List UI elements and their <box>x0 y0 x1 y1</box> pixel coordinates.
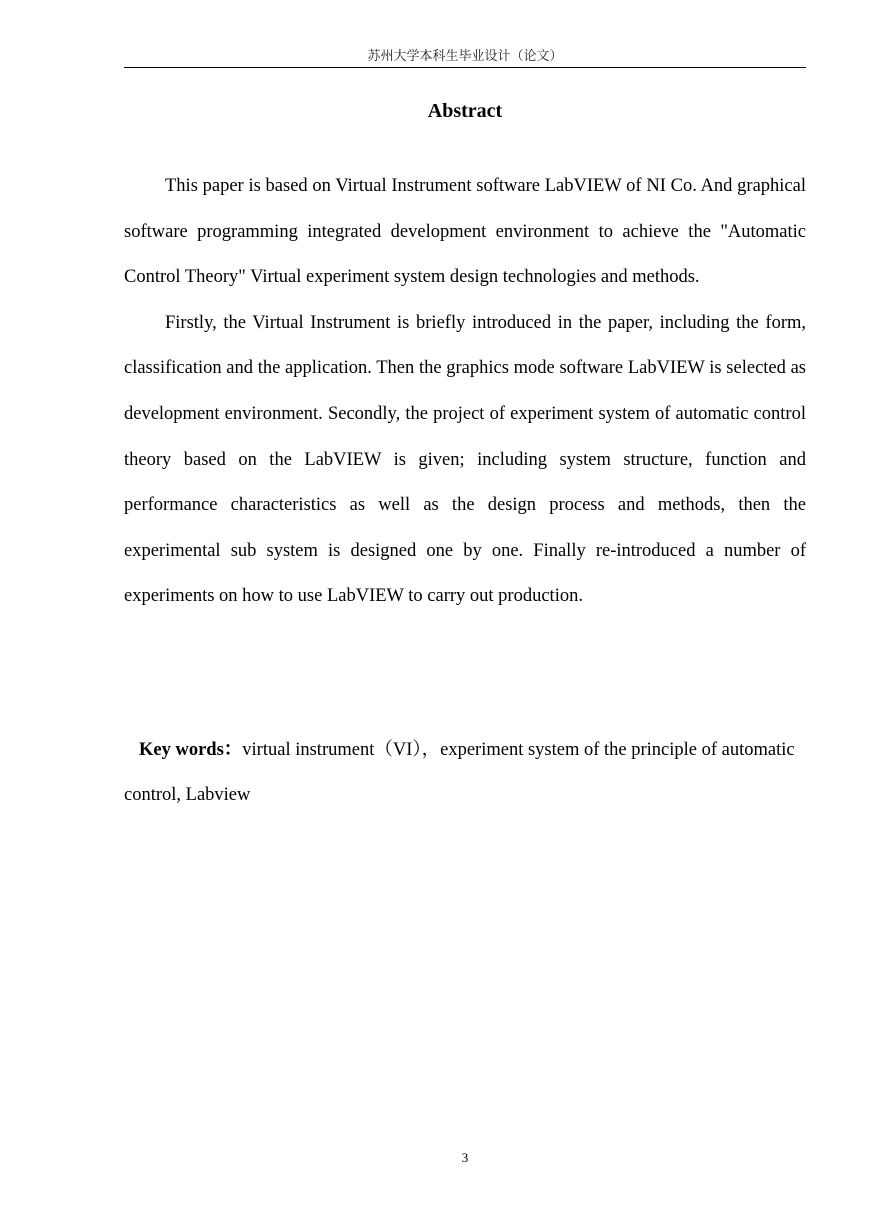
abstract-paragraph-1: This paper is based on Virtual Instrument software LabVIEW of NI Co. And graphical software programming integrated development environment to achieve the "Automatic Control Theory" Virtual experiment system design technologies and methods. <box>124 176 806 288</box>
keywords-label: Key words： <box>139 740 243 760</box>
running-header: 苏州大学本科生毕业设计（论文） <box>367 49 563 64</box>
abstract-title: Abstract <box>427 100 503 122</box>
abstract-paragraph-2: Firstly, the Virtual Instrument is briefly introduced in the paper, including the form, classification and the application. Then the graphics mode software LabVIEW is selected as development environment. Secondly, the project of experiment system of automatic control theory based on the LabVIEW is given; including system structure, function and performance characteristics as well as the design process and methods, then the experimental sub system is designed one by one. Finally re-introduced a number of experiments on how to use LabVIEW to carry out production. <box>124 312 806 607</box>
header-rule <box>124 67 806 68</box>
keywords-text: virtual instrument（VI），experiment system of the principle of automatic control, Labview <box>124 740 795 805</box>
page-number: 3 <box>461 1150 469 1165</box>
keywords-block <box>124 728 806 818</box>
abstract-body <box>124 164 806 620</box>
